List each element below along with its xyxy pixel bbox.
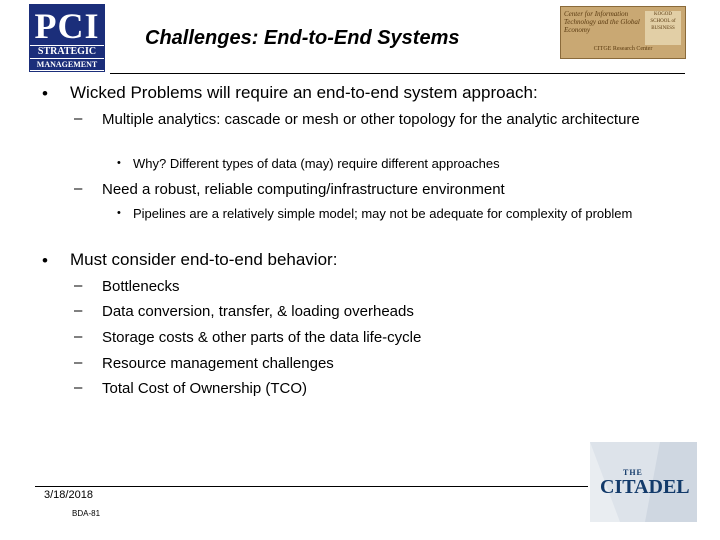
pci-logo-letters: PCI xyxy=(34,6,100,46)
bullet-marker: • xyxy=(42,251,48,270)
note-pipelines: Pipelines are a relatively simple model; may not be adequate for complexity of problem xyxy=(133,206,633,221)
list-item-bottlenecks: Bottlenecks xyxy=(102,278,180,295)
sub-bullet-multiple-analytics: Multiple analytics: cascade or mesh or other topology for the analytic architecture xyxy=(102,111,640,128)
note-different-data-types: Why? Different types of data (may) require different approaches xyxy=(133,156,500,171)
footer-slide-code: BDA-81 xyxy=(72,509,101,518)
dash-marker: – xyxy=(74,180,83,197)
pci-strategic-management-logo xyxy=(29,4,105,72)
dash-marker: – xyxy=(74,110,83,127)
slide-title: Challenges: End-to-End Systems xyxy=(145,27,460,49)
dash-marker: – xyxy=(74,379,83,396)
bullet-end-to-end-behavior: Must consider end-to-end behavior: xyxy=(70,250,338,269)
list-item-data-conversion: Data conversion, transfer, & loading overheads xyxy=(102,303,414,320)
dash-marker: – xyxy=(74,328,83,345)
citadel-logo xyxy=(590,442,697,522)
citge-logo-left-text: Center for Information Technology and the Global Economy xyxy=(564,10,640,34)
title-divider xyxy=(110,73,685,74)
dash-marker: – xyxy=(74,277,83,294)
citge-logo-right-text: KOGOD SCHOOL of BUSINESS xyxy=(645,11,681,45)
list-item-storage-costs: Storage costs & other parts of the data life-cycle xyxy=(102,329,422,346)
citge-logo xyxy=(560,6,686,59)
dot-marker: • xyxy=(117,157,121,169)
dash-marker: – xyxy=(74,354,83,371)
pci-logo-line1: STRATEGIC xyxy=(30,46,104,58)
list-item-resource-management: Resource management challenges xyxy=(102,355,334,372)
bullet-marker: • xyxy=(42,84,48,103)
citge-logo-bottom-text: CITGE Research Center xyxy=(593,46,653,52)
footer-date: 3/18/2018 xyxy=(44,489,93,501)
bullet-wicked-problems: Wicked Problems will require an end-to-end system approach: xyxy=(70,83,538,102)
pci-logo-line2: MANAGEMENT xyxy=(30,59,104,70)
sub-bullet-robust-environment: Need a robust, reliable computing/infrastructure environment xyxy=(102,181,505,198)
citadel-logo-the: THE xyxy=(623,468,643,477)
citadel-logo-name: CITADEL xyxy=(600,476,690,498)
dot-marker: • xyxy=(117,207,121,219)
dash-marker: – xyxy=(74,302,83,319)
list-item-tco: Total Cost of Ownership (TCO) xyxy=(102,380,308,397)
footer-divider xyxy=(35,486,588,487)
